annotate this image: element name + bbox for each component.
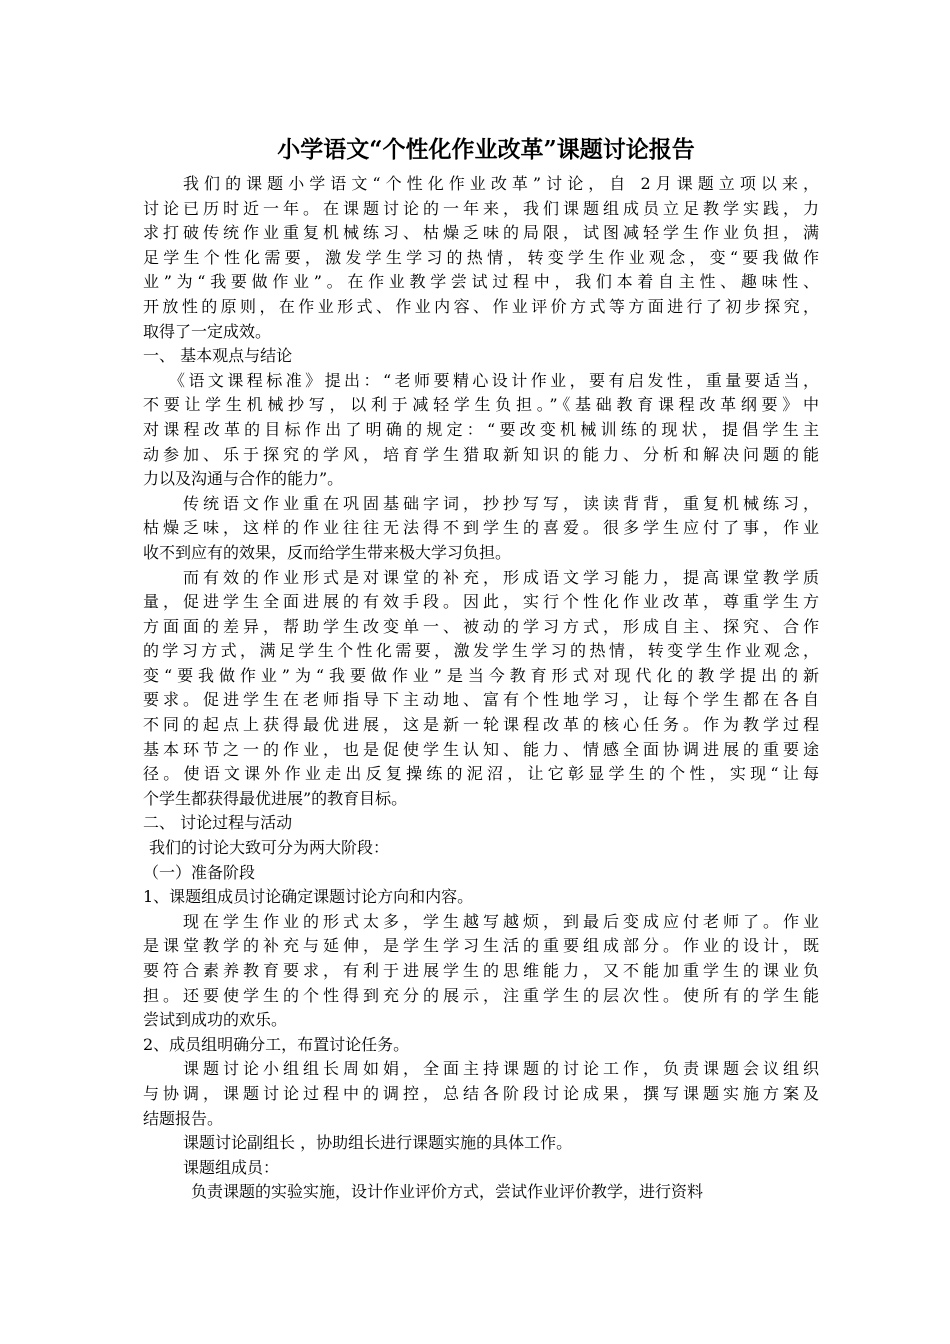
paragraph bbox=[143, 885, 819, 910]
text-line: 基本环节之一的作业，也是促使学生认知、能力、情感全面协调进展的重要途 bbox=[143, 739, 819, 759]
text-line: 不要让学生机械抄写，以利于减轻学生负担。”《基础教育课程改革纲要》中 bbox=[143, 395, 819, 415]
text-line: 我们的讨论大致可分为两大阶段： bbox=[149, 838, 390, 858]
text-line: 担。还要使学生的个性得到充分的展示，注重学生的层次性。使所有的学生能 bbox=[143, 985, 819, 1005]
paragraph bbox=[143, 1131, 819, 1156]
text-line: 对课程改革的目标作出了明确的规定：“要改变机械训练的现状，提倡学生主 bbox=[143, 419, 819, 439]
text-line: 现在学生作业的形式太多，学生越写越烦，到最后变成应付老师了。作业 bbox=[183, 911, 819, 931]
paragraph bbox=[143, 1033, 819, 1058]
text-line: 二、 讨论过程与活动 bbox=[143, 813, 293, 833]
document-page bbox=[143, 128, 819, 1205]
paragraph bbox=[143, 1180, 819, 1205]
text-line: 取得了一定成效。 bbox=[143, 321, 272, 341]
text-line: 变“要我做作业”为“我要做作业”是当今教育形式对现代化的教学提出的新 bbox=[143, 665, 819, 685]
text-line: 的学习方式，满足学生个性化需要，激发学生学习的热情，转变学生作业观念， bbox=[143, 641, 819, 661]
text-line: 与协调，课题讨论过程中的调控，总结各阶段讨论成果，撰写课题实施方案及 bbox=[143, 1083, 819, 1103]
paragraph bbox=[143, 910, 819, 1033]
text-line: 《语文课程标准》提出：“老师要精心设计作业，要有启发性，重量要适当， bbox=[169, 370, 819, 390]
text-line: 开放性的原则，在作业形式、作业内容、作业评价方式等方面进行了初步探究， bbox=[143, 296, 819, 316]
text-line: 枯燥乏味，这样的作业往往无法得不到学生的喜爱。很多学生应付了事，作业 bbox=[143, 518, 819, 538]
text-line: 求打破传统作业重复机械练习、枯燥乏味的局限，试图减轻学生作业负担，满 bbox=[143, 223, 819, 243]
text-line: 不同的起点上获得最优进展，这是新一轮课程改革的核心任务。作为教学过程 bbox=[143, 715, 819, 735]
paragraph bbox=[143, 566, 819, 812]
text-line: 负责课题的实验实施，设计作业评价方式，尝试作业评价教学，进行资料 bbox=[191, 1182, 704, 1202]
text-line: 方面面的差异，帮助学生改变单一、被动的学习方式，形成自主、探究、合作 bbox=[143, 616, 819, 636]
text-line: 是课堂教学的补充与延伸，是学生学习生活的重要组成部分。作业的设计，既 bbox=[143, 936, 819, 956]
text-line: 我们的课题小学语文“个性化作业改革”讨论，自 2月课题立项以来， bbox=[183, 174, 819, 193]
paragraph bbox=[143, 492, 819, 566]
paragraph bbox=[143, 1057, 819, 1131]
text-line: 课题讨论副组长 ，协助组长进行课题实施的具体工作。 bbox=[183, 1133, 573, 1153]
text-line: 要符合素养教育要求，有利于进展学生的思维能力，又不能加重学生的课业负 bbox=[143, 961, 819, 980]
text-line: 业”为“我要做作业”。在作业教学尝试过程中，我们本着自主性、趣味性、 bbox=[143, 272, 819, 292]
text-line: 力以及沟通与合作的能力”。 bbox=[143, 469, 344, 489]
text-line: 收不到应有的效果，反而给学生带来极大学习负担。 bbox=[143, 542, 512, 562]
text-line: 动参加、乐于探究的学风，培育学生猎取新知识的能力、分析和解决问题的能 bbox=[143, 444, 819, 464]
text-line: 一、 基本观点与结论 bbox=[143, 346, 293, 366]
paragraph bbox=[143, 172, 819, 344]
text-line: 量，促进学生全面进展的有效手段。因此，实行个性化作业改革，尊重学生方 bbox=[143, 592, 819, 612]
text-line: 尝试到成功的欢乐。 bbox=[143, 1010, 288, 1030]
text-line: 课题讨论小组组长周如娟，全面主持课题的讨论工作，负责课题会议组织 bbox=[183, 1059, 819, 1079]
text-line: 而有效的作业形式是对课堂的补充，形成语文学习能力，提高课堂教学质 bbox=[183, 567, 819, 587]
paragraph bbox=[143, 836, 819, 861]
document-body bbox=[143, 172, 819, 1205]
text-line: （一）准备阶段 bbox=[143, 862, 256, 882]
text-line: 传统语文作业重在巩固基础字词，抄抄写写，读读背背，重复机械练习， bbox=[183, 493, 819, 513]
text-line: 课题组成员： bbox=[183, 1157, 280, 1177]
text-line: 结题报告。 bbox=[143, 1108, 224, 1128]
text-line: 要求。促进学生在老师指导下主动地、富有个性地学习，让每个学生都在各自 bbox=[143, 690, 819, 710]
text-line: 个学生都获得最优进展”的教育目标。 bbox=[143, 788, 408, 808]
paragraph bbox=[143, 1156, 819, 1181]
text-line: 讨论已历时近一年。在课题讨论的一年来，我们课题组成员立足教学实践，力 bbox=[143, 198, 819, 218]
text-line: 径。使语文课外作业走出反复操练的泥沼，让它彰显学生的个性，实现“让每 bbox=[143, 764, 819, 784]
text-line: 2、成员组明确分工，布置讨论任务。 bbox=[143, 1034, 410, 1054]
paragraph bbox=[143, 344, 819, 369]
paragraph bbox=[143, 861, 819, 886]
document-title: 小学语文“个性化作业改革”课题讨论报告 bbox=[277, 136, 695, 163]
text-line: 足学生个性化需要，激发学生学习的热情，转变学生作业观念，变“要我做作 bbox=[143, 247, 819, 267]
paragraph bbox=[143, 369, 819, 492]
text-line: 1、课题组成员讨论确定课题讨论方向和内容。 bbox=[143, 887, 474, 907]
paragraph bbox=[143, 811, 819, 836]
